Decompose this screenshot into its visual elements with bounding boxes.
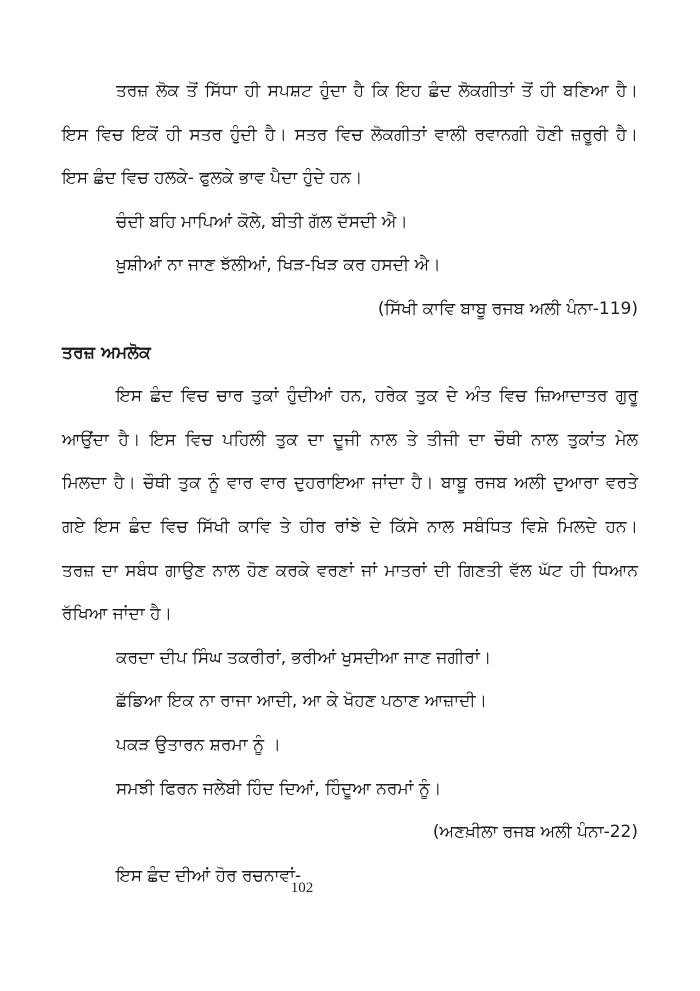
paragraph-line: ਇਸ ਵਿਚ ਇਕੋਂ ਹੀ ਸਤਰ ਹੁੰਦੀ ਹੈ। ਸਤਰ ਵਿਚ ਲੋਕਗੀਤਾਂ ਵਾਲੀ ਰਵਾਨਗੀ ਹੋਣੀ ਜ਼ਰੂਰੀ ਹੈ।: [62, 124, 638, 145]
page-number: 102: [290, 880, 314, 896]
verse-line: ਸਮਝੀ ਫਿਰਨ ਜਲੇਬੀ ਹਿੰਦ ਦਿਆਂ, ਹਿੰਦੂਆ ਨਰਮਾਂ ਨੂੰ।: [116, 778, 442, 799]
paragraph-line: ਰੱਖਿਆ ਜਾਂਦਾ ਹੈ।: [62, 604, 173, 625]
section-heading: ਤਰਜ਼ ਅਮਲੋਕ: [62, 342, 151, 363]
verse-line: ਪਕੜ ਉਤਾਰਨ ਸ਼ਰਮਾ ਨੂੰ ।: [116, 734, 281, 755]
paragraph-line: ਤਰਜ਼ ਦਾ ਸਬੰਧ ਗਾਉਣ ਨਾਲ ਹੋਣ ਕਰਕੇ ਵਰਣਾਂ ਜਾਂ ਮਾਤਰਾਂ ਦੀ ਗਿਣਤੀ ਵੱਲ ਘੱਟ ਹੀ ਧਿਆਨ: [62, 560, 638, 581]
verse-line: ਚੰਦੀ ਬਹਿ ਮਾਪਿਆਂ ਕੋਲੇ, ਬੀਤੀ ਗੱਲ ਦੱਸਦੀ ਐ।: [116, 211, 408, 232]
verse-line: ਕਰਦਾ ਦੀਪ ਸਿੰਘ ਤਕਰੀਰਾਂ, ਭਰੀਆਂ ਖੁਸਦੀਆ ਜਾਣ ਜਗੀਰਾਂ।: [116, 647, 492, 668]
paragraph-line: ਤਰਜ਼ ਲੋਕ ਤੋਂ ਸਿੱਧਾ ਹੀ ਸਪਸ਼ਟ ਹੁੰਦਾ ਹੈ ਕਿ ਇਹ ਛੰਦ ਲੋਕਗੀਤਾਂ ਤੋਂ ਹੀ ਬਣਿਆ ਹੈ।: [116, 81, 638, 101]
page-content: [62, 78, 638, 906]
paragraph-line: ਗਏ ਇਸ ਛੰਦ ਵਿਚ ਸਿੱਖੀ ਕਾਵਿ ਤੇ ਹੀਰ ਰਾਂਝੇ ਦੇ ਕਿੱਸੇ ਨਾਲ ਸਬੰਧਿਤ ਵਿਸ਼ੇ ਮਿਲਦੇ ਹਨ।: [62, 516, 638, 537]
paragraph-line: ਇਸ ਛੰਦ ਵਿਚ ਹਲਕੇ- ਫੁਲਕੇ ਭਾਵ ਪੈਦਾ ਹੁੰਦੇ ਹਨ।: [62, 168, 363, 189]
verse-line: ਛੱਡਿਆ ਇਕ ਨਾ ਰਾਜਾ ਆਦੀ, ਆ ਕੇ ਖੋਹਣ ਪਠਾਣ ਆਜ਼ਾਦੀ।: [116, 691, 488, 712]
citation: (ਅਣਖ਼ੀਲਾ ਰਜਬ ਅਲੀ ਪੰਨਾ-22): [432, 822, 638, 843]
paragraph-line: ਇਸ ਛੰਦ ਵਿਚ ਚਾਰ ਤੁਕਾਂ ਹੁੰਦੀਆਂ ਹਨ, ਹਰੇਕ ਤੁਕ ਦੇ ਅੰਤ ਵਿਚ ਜ਼ਿਆਦਾਤਰ ਗੁਰੂ: [116, 386, 638, 407]
paragraph-line: ਮਿਲਦਾ ਹੈ। ਚੌਥੀ ਤੁਕ ਨੂੰ ਵਾਰ ਵਾਰ ਦੁਹਰਾਇਆ ਜਾਂਦਾ ਹੈ। ਬਾਬੂ ਰਜਬ ਅਲੀ ਦੁਆਰਾ ਵਰਤੇ: [62, 473, 638, 494]
paragraph-line: ਆਉਂਦਾ ਹੈ। ਇਸ ਵਿਚ ਪਹਿਲੀ ਤੁਕ ਦਾ ਦੂਜੀ ਨਾਲ ਤੇ ਤੀਜੀ ਦਾ ਚੌਥੀ ਨਾਲ ਤੁਕਾਂਤ ਮੇਲ: [62, 429, 638, 450]
citation: (ਸਿੱਖੀ ਕਾਵਿ ਬਾਬੂ ਰਜਬ ਅਲੀ ਪੰਨਾ-119): [377, 298, 638, 319]
closing-line: ਇਸ ਛੰਦ ਦੀਆਂ ਹੋਰ ਰਚਨਾਵਾਂ-: [116, 865, 302, 886]
verse-line: ਖ਼ੁਸ਼ੀਆਂ ਨਾ ਜਾਣ ਝੱਲੀਆਂ, ਖਿੜ-ਖਿੜ ਕਰ ਹਸਦੀ ਐ।: [116, 255, 441, 276]
